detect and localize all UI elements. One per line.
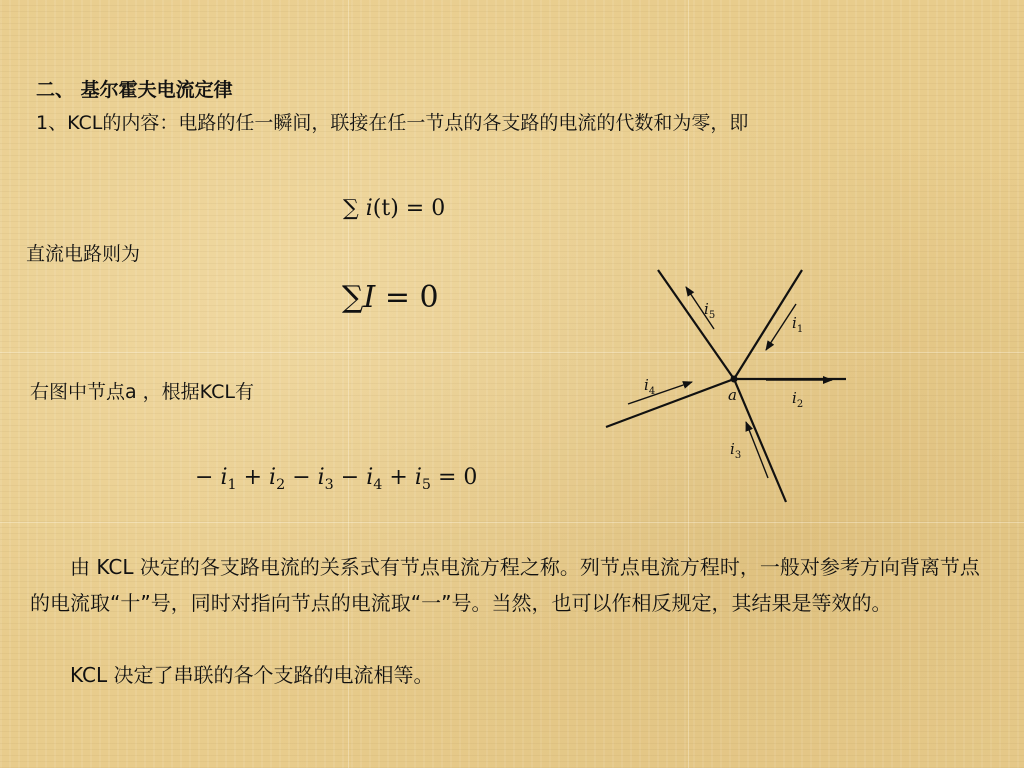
label-i1: $i_1$ (792, 314, 804, 335)
formula-variable: i (365, 196, 373, 221)
term-variable: i (269, 465, 277, 490)
node-a-label: a (728, 386, 737, 404)
formula-rhs: = 0 (405, 196, 446, 221)
label-i5: $i_5$ (704, 300, 716, 321)
label-i2: $i_2$ (792, 389, 804, 410)
term-subscript: 5 (421, 477, 431, 493)
formula-dc (342, 280, 439, 315)
formula-rhs: = 0 (384, 280, 439, 315)
dc-circuit-label: 直流电路则为 (26, 243, 141, 265)
arrow-i4 (628, 382, 692, 404)
sigma-symbol: ∑ (342, 280, 364, 315)
background-tile-line (0, 522, 1024, 523)
term-sign: + (243, 465, 263, 490)
arrow-i5 (686, 287, 714, 329)
term-sign: − (195, 465, 214, 490)
branch-i4 (606, 379, 734, 427)
kcl-node-diagram (596, 262, 856, 512)
kcl-series-paragraph: KCL 决定了串联的各个支路的电流相等。 (70, 663, 434, 687)
term-subscript: 1 (227, 477, 237, 493)
formula-variable: I (363, 280, 376, 315)
sigma-symbol: ∑ (343, 196, 359, 221)
formula-argument: (t) (372, 196, 399, 221)
node-statement: 右图中节点a ，根据KCL有 (30, 381, 254, 403)
term-subscript: 2 (276, 477, 286, 493)
term-sign: − (292, 465, 311, 490)
label-i3: $i_3$ (730, 440, 742, 461)
term-sign: − (340, 465, 360, 490)
term-sign: + (389, 465, 408, 490)
term-variable: i (366, 465, 374, 490)
node-a-dot (731, 376, 738, 383)
section-heading: 二、 基尔霍夫电流定律 (36, 79, 233, 101)
label-i4: $i_4$ (644, 376, 656, 397)
term-subscript: 4 (373, 477, 383, 493)
kcl-definition: 1、KCL的内容：电路的任一瞬间，联接在任一节点的各支路的电流的代数和为零，即 (36, 112, 749, 134)
kcl-node-equation (195, 465, 477, 493)
term-variable: i (220, 465, 228, 490)
term-variable: i (317, 465, 325, 490)
term-subscript: 3 (324, 477, 334, 493)
branch-i5 (658, 270, 734, 379)
formula-general (343, 196, 445, 221)
term-variable: i (414, 465, 422, 490)
equation-rhs: = 0 (437, 465, 478, 490)
branch-i3 (734, 379, 786, 502)
background-tile-line (0, 352, 1024, 353)
kcl-explanation-paragraph: 由 KCL 决定的各支路电流的关系式有节点电流方程之称。列节点电流方程时，一般对参考方向背离节点的电流取“十”号，同时对指向节点的电流取“一”号。当然，也可以作相反规定，其结果是等效的。 (30, 555, 980, 615)
